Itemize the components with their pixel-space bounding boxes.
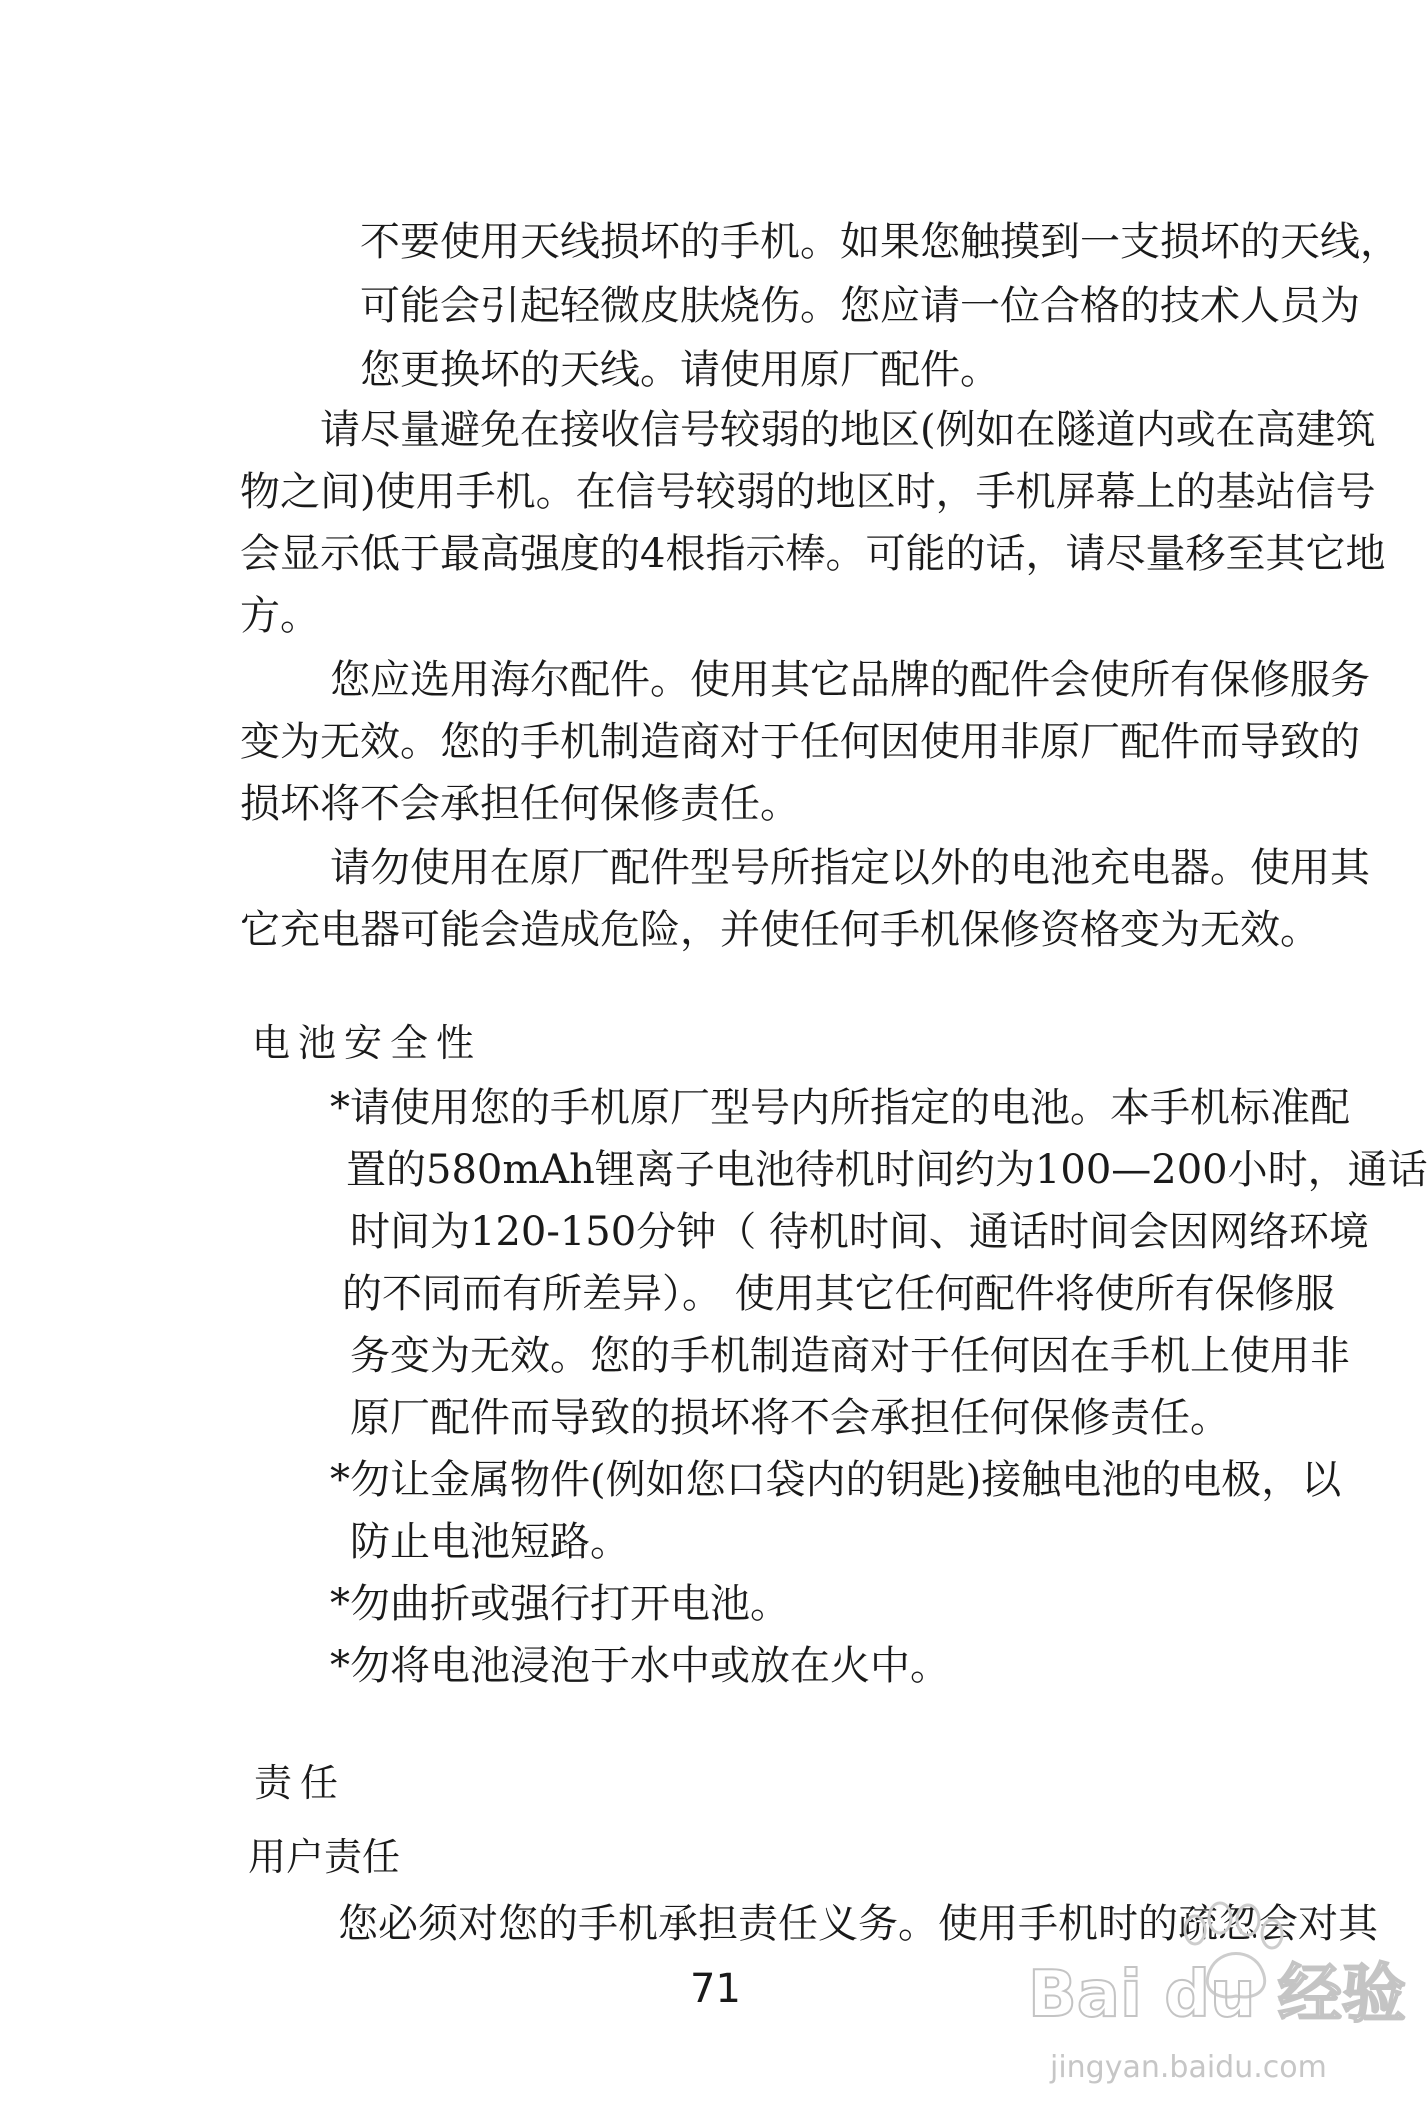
paragraph-signal-line-4: 方。 xyxy=(240,593,320,639)
battery-item-line-10: *勿将电池浸泡于水中或放在火中。 xyxy=(330,1643,950,1689)
battery-item-line-2: 置的580mAh锂离子电池待机时间约为100—200小时，通话 xyxy=(346,1147,1428,1193)
battery-item-line-4: 的不同而有所差异）。 使用其它任何配件将使所有保修服 xyxy=(342,1271,1335,1317)
paragraph-signal-line-1: 请尽量避免在接收信号较弱的地区(例如在隧道内或在高建筑 xyxy=(320,407,1376,453)
paragraph-charger-line-2: 它充电器可能会造成危险，并使任何手机保修资格变为无效。 xyxy=(240,907,1320,953)
battery-safety-heading: 电池安全性 xyxy=(252,1021,483,1065)
paragraph-antenna-line-2: 可能会引起轻微皮肤烧伤。您应请一位合格的技术人员为 xyxy=(360,283,1360,329)
watermark-url: jingyan.baidu.com xyxy=(1050,2050,1327,2085)
responsibility-heading: 责任 xyxy=(254,1761,347,1805)
baidu-watermark xyxy=(1020,1900,1410,2100)
paragraph-antenna-line-1: 不要使用天线损坏的手机。如果您触摸到一支损坏的天线， xyxy=(360,219,1400,265)
battery-item-line-6: 原厂配件而导致的损坏将不会承担任何保修责任。 xyxy=(350,1395,1230,1441)
battery-item-line-5: 务变为无效。您的手机制造商对于任何因在手机上使用非 xyxy=(350,1333,1350,1379)
battery-item-line-8: 防止电池短路。 xyxy=(350,1519,630,1565)
watermark-brand-text: Bai du 经验 xyxy=(1028,1958,1406,2032)
battery-item-line-1: *请使用您的手机原厂型号内所指定的电池。本手机标准配 xyxy=(330,1085,1350,1131)
paragraph-signal-line-2: 物之间)使用手机。在信号较弱的地区时，手机屏幕上的基站信号 xyxy=(240,469,1376,515)
paragraph-antenna-line-3: 您更换坏的天线。请使用原厂配件。 xyxy=(360,347,1000,393)
paragraph-signal-line-3: 会显示低于最高强度的4根指示棒。可能的话，请尽量移至其它地 xyxy=(240,531,1386,577)
paragraph-accessories-line-1: 您应选用海尔配件。使用其它品牌的配件会使所有保修服务 xyxy=(330,657,1370,703)
battery-item-line-3: 时间为120-150分钟（ 待机时间、通话时间会因网络环境 xyxy=(350,1209,1369,1255)
paragraph-charger-line-1: 请勿使用在原厂配件型号所指定以外的电池充电器。使用其 xyxy=(330,845,1370,891)
paragraph-accessories-line-2: 变为无效。您的手机制造商对于任何因使用非原厂配件而导致的 xyxy=(240,719,1360,765)
battery-item-line-9: *勿曲折或强行打开电池。 xyxy=(330,1581,790,1627)
page-number: 71 xyxy=(690,1966,741,2012)
user-responsibility-text: 您必须对您的手机承担责任义务。使用手机时的疏忽会对其 xyxy=(338,1901,1378,1947)
paragraph-accessories-line-3: 损坏将不会承担任何保修责任。 xyxy=(240,781,800,827)
user-responsibility-subheading: 用户责任 xyxy=(248,1835,401,1879)
battery-item-line-7: *勿让金属物件(例如您口袋内的钥匙)接触电池的电极，以 xyxy=(330,1457,1342,1503)
